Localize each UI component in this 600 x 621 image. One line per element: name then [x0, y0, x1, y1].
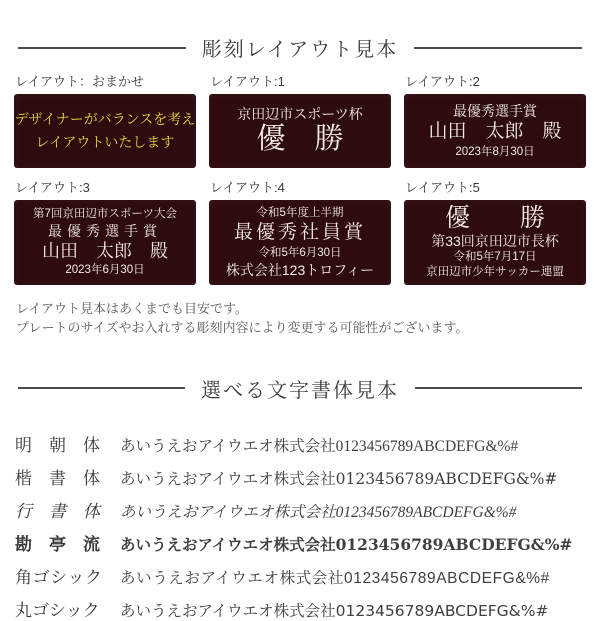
font-name-mincho: 明 朝 体 — [15, 435, 100, 455]
plate-layout-1 — [209, 94, 391, 168]
layout-5-label: レイアウト:5 — [405, 180, 480, 195]
plate-text-line: レイアウトいたします — [35, 134, 175, 150]
plate-text-line: 最優秀選手賞 — [453, 103, 537, 120]
engraving-section-title: 彫刻レイアウト見本 — [201, 39, 399, 61]
plate-text-line: 山田 太郎 殿 — [42, 240, 168, 261]
plate-text-line: 優 勝 — [444, 203, 545, 232]
typeface-section-header — [18, 374, 582, 403]
font-row-kaisho — [15, 464, 585, 489]
plate-text-line: 令和5年度上半期 — [256, 207, 344, 220]
layout-omakase-column — [14, 62, 196, 168]
plate-text-line: 京田辺市スポーツ杯 — [237, 106, 363, 123]
font-row-mincho — [15, 431, 585, 456]
plate-text-line: 株式会社123トロフィー — [225, 261, 375, 278]
plate-text-line: 令和5年6月30日 — [258, 246, 342, 259]
note-line-2: プレートのサイズやお入れする彫刻内容により変更する可能性がございます。 — [16, 319, 469, 335]
layout-3-column — [14, 168, 196, 285]
plate-text-line: 京田辺市少年サッカー連盟 — [426, 266, 564, 279]
font-sample-maru-gothic: あいうえおアイウエオ株式会社0123456789ABCDEFG&%# — [120, 601, 549, 620]
plate-text-line: 2023年8月30日 — [455, 145, 535, 158]
font-row-kanteiryu — [15, 530, 585, 555]
font-name-kanteiryu: 勘 亭 流 — [15, 534, 100, 555]
font-sample-table — [15, 431, 585, 621]
divider-line — [415, 387, 582, 389]
font-sample-gyosho: あいうえおアイウエオ株式会社0123456789ABCDEFG&%# — [120, 503, 517, 521]
plate-text-line: 第33回京田辺市長杯 — [431, 233, 559, 250]
typeface-section-title: 選べる文字書体見本 — [201, 379, 399, 402]
engraving-section-header — [18, 0, 582, 62]
divider-line — [414, 47, 582, 49]
font-sample-mincho: あいうえおアイウエオ株式会社0123456789ABCDEFG&%# — [120, 437, 519, 455]
plate-layout-5 — [404, 200, 586, 285]
plate-layout-2 — [404, 94, 586, 168]
layout-4-label: レイアウト:4 — [210, 180, 285, 195]
plate-layout-4 — [209, 200, 391, 285]
plate-layout-3 — [14, 200, 196, 285]
font-sample-kaisho: あいうえおアイウエオ株式会社0123456789ABCDEFG&%# — [120, 469, 558, 488]
note-line-1: レイアウト見本はあくまでも目安です。 — [16, 301, 248, 316]
plate-text-line: 第7回京田辺市スポーツ大会 — [33, 207, 177, 220]
layout-omakase-label: レイアウト：おまかせ — [15, 74, 144, 89]
divider-line — [18, 387, 185, 389]
font-row-maru-gothic — [15, 596, 585, 621]
layout-2-label: レイアウト:2 — [405, 74, 480, 89]
font-sample-kaku-gothic: あいうえおアイウエオ株式会社0123456789ABCDEFG&%# — [120, 569, 550, 587]
font-name-kaku-gothic: 角ゴシック — [15, 567, 103, 587]
plate-text-line: 2023年6月30日 — [65, 264, 145, 277]
layout-1-label: レイアウト:1 — [210, 74, 285, 89]
layout-1-column — [209, 62, 391, 168]
plate-text-line: 最優秀社員賞 — [233, 222, 366, 244]
plates-row-1 — [14, 62, 586, 168]
font-name-kaisho: 楷 書 体 — [15, 468, 100, 489]
divider-line — [18, 47, 186, 49]
plate-text-line: 山田 太郎 殿 — [428, 121, 562, 143]
font-name-gyosho: 行 書 体 — [15, 501, 100, 521]
font-name-maru-gothic: 丸ゴシック — [15, 600, 100, 621]
layout-disclaimer-note — [16, 300, 600, 338]
plate-text-line: 令和5年7月17日 — [453, 251, 537, 264]
plate-text-line: 最優秀選手賞 — [48, 222, 162, 239]
plate-text-line: デザイナーがバランスを考え — [14, 110, 196, 127]
font-sample-kanteiryu: あいうえおアイウエオ株式会社0123456789ABCDEFG&%# — [120, 534, 573, 554]
layout-5-column — [404, 168, 586, 285]
plate-layout-omakase — [14, 94, 196, 168]
layout-3-label: レイアウト:3 — [15, 180, 90, 195]
layout-2-column — [404, 62, 586, 168]
plates-row-2 — [14, 168, 586, 285]
font-row-kaku-gothic — [15, 563, 585, 588]
plate-text-line: 優 勝 — [256, 123, 344, 156]
layout-4-column — [209, 168, 391, 285]
font-row-gyosho — [15, 497, 585, 522]
